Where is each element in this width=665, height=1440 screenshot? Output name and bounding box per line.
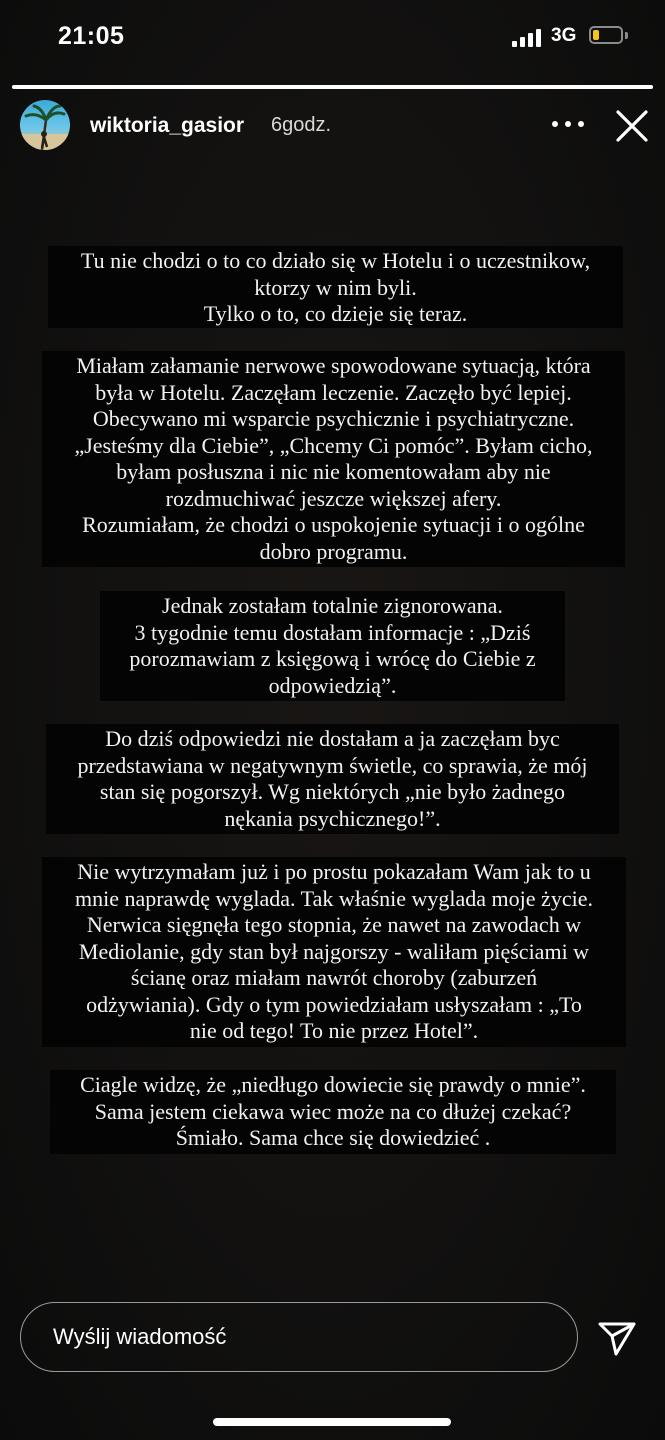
story-paragraph: Jednak zostałam totalnie zignorowana. 3 tygodnie temu dostałam informacje : „Dziś porozmawiam z księgową i wrócę do Ciebie z odpowiedzią”. (100, 591, 565, 701)
story-paragraph: Nie wytrzymałam już i po prostu pokazałam Wam jak to u mnie naprawdę wyglada. Tak właśnie wyglada moje życie. Nerwica sięgnęła tego stopnia, że nawet na zawodach w Mediolanie, gdy stan był najgorszy - waliłam pięściami w ścianę oraz miałam nawrót choroby (zaburzeń odżywiania). Gdy o tym powiedziałam usłyszałam : „To nie od tego! To nie przez Hotel”. (42, 857, 626, 1047)
story-paragraph: Tu nie chodzi o to co działo się w Hotelu i o uczestnikow, ktorzy w nim byli. Tylko o to, co dzieje się teraz. (48, 246, 623, 328)
story-paragraph: Miałam załamanie nerwowe spowodowane sytuacją, która była w Hotelu. Zaczęłam leczenie. Zaczęło być lepiej. Obecywano mi wsparcie psychicznie i psychiatryczne. „Jesteśmy dla Ciebie”, „Chcemy Ci pomóc”. Byłam cicho, byłam posłuszna i nic nie komentowałam aby nie rozdmuchiwać jeszcze większej afery. Rozumiałam, że chodzi o uspokojenie sytuacji i o ogólne dobro programu. (42, 351, 625, 567)
story-paragraph: Ciagle widzę, że „niedługo dowiecie się prawdy o mnie”. Sama jestem ciekawa wiec może na co dłużej czekać? Śmiało. Sama chce się dowiedzieć . (50, 1070, 616, 1154)
send-paper-plane-icon (596, 1318, 638, 1358)
author-username[interactable]: wiktoria_gasior (90, 114, 245, 137)
story-time-ago: 6godz. (271, 114, 332, 136)
send-button[interactable] (596, 1318, 638, 1358)
network-type: 3G (551, 25, 577, 46)
home-indicator[interactable] (213, 1418, 451, 1426)
story-paragraph: Do dziś odpowiedzi nie dostałam a ja zaczęłam byc przedstawiana w negatywnym świetle, co sprawia, że mój stan się pogorszył. Wg niektórych „nie było żadnego nękania psychicznego!”. (46, 724, 619, 834)
status-time: 21:05 (58, 22, 125, 50)
send-message-input[interactable] (20, 1302, 578, 1372)
reply-bar (0, 1296, 665, 1386)
